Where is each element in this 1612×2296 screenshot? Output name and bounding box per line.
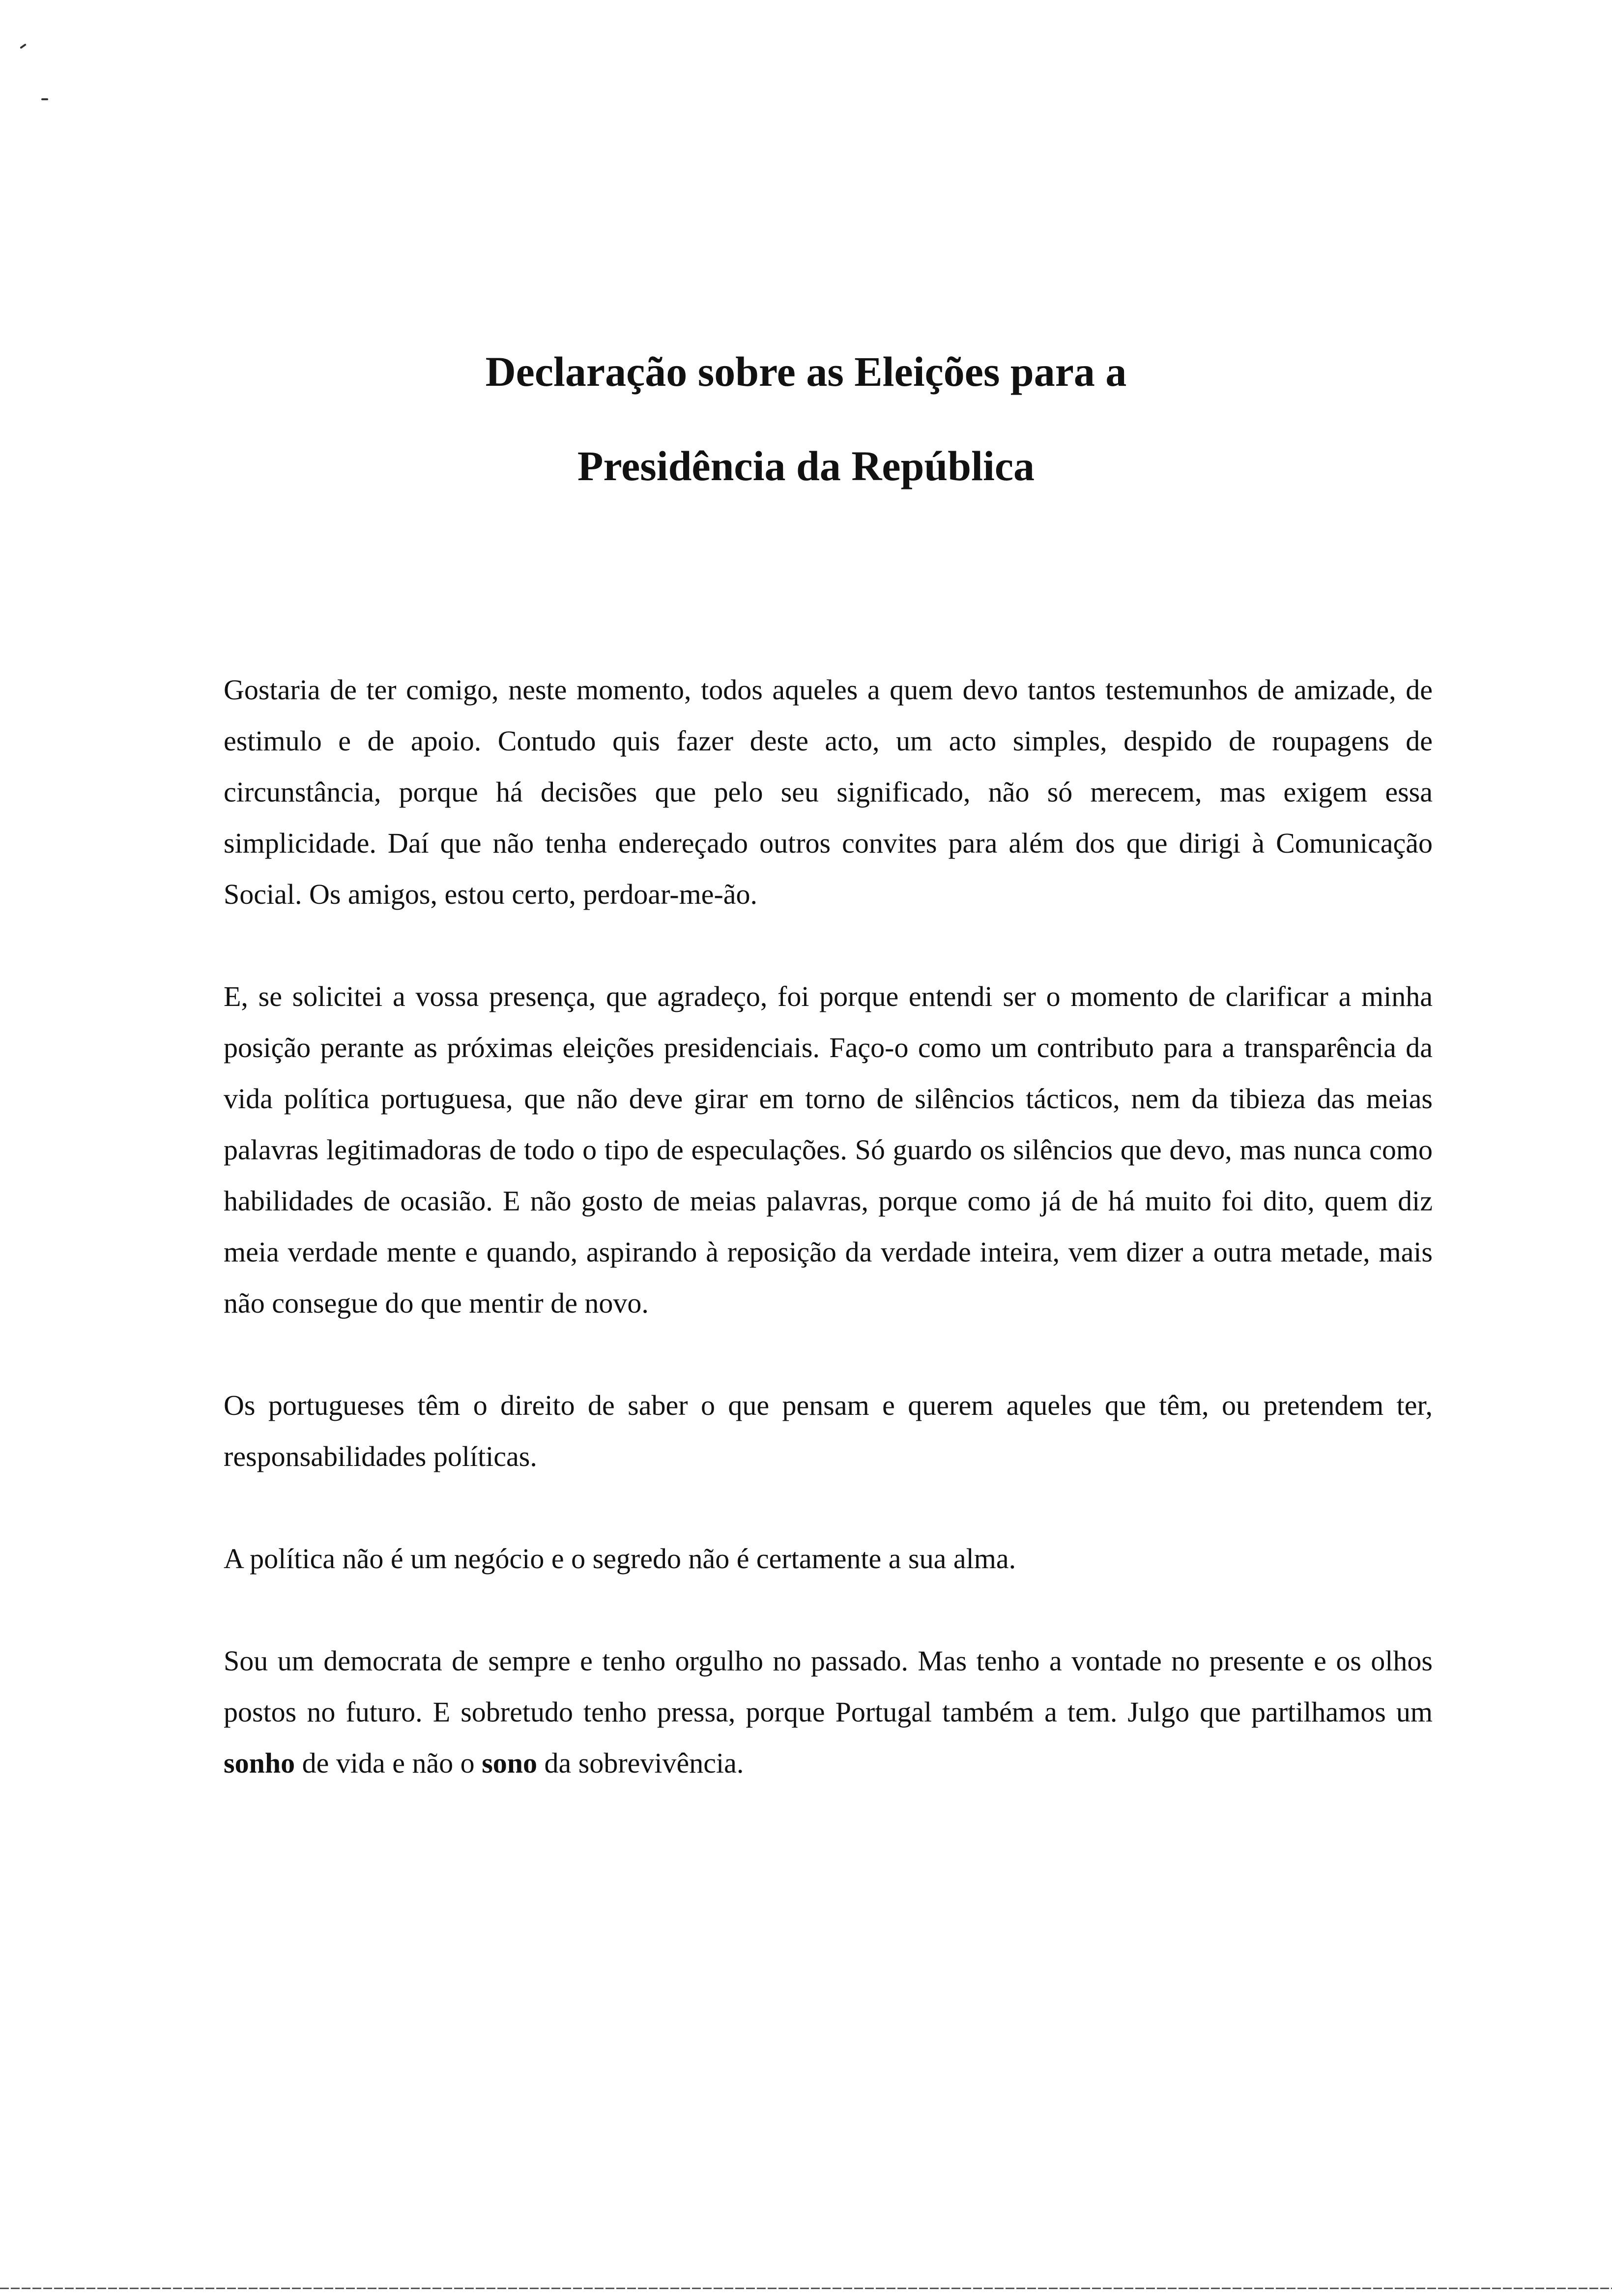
emphasis-sonho: sonho bbox=[224, 1747, 295, 1779]
scan-artifact-mark bbox=[41, 98, 48, 100]
paragraph-5-text-3: da sobrevivência. bbox=[537, 1747, 744, 1779]
paragraph-1: Gostaria de ter comigo, neste momento, todos aqueles a quem devo tantos testemunhos de amizade, de estimulo e de apoio. Contudo quis fazer deste acto, um acto simples, despido de roupagens de circunstância, porque há decisões que pelo seu significado, não só merecem, mas exigem essa simplicidade. Daí que não tenha endereçado outros convites para além dos que dirigi à Comunicação Social. Os amigos, estou certo, perdoar-me-ão. bbox=[224, 674, 1433, 910]
document-title bbox=[0, 324, 1612, 513]
paragraph-5-text-1: Sou um democrata de sempre e tenho orgulho no passado. Mas tenho a vontade no presente e os olhos postos no futuro. E sobretudo tenho pressa, porque Portugal também a tem. Julgo que partilhamos um bbox=[224, 1645, 1433, 1728]
paragraph-4: A política não é um negócio e o segredo não é certamente a sua alma. bbox=[224, 1543, 1016, 1575]
title-line-1: Declaração sobre as Eleições para a bbox=[485, 348, 1127, 395]
paragraph-5-text-2: de vida e não o bbox=[295, 1747, 482, 1779]
scan-artifact-mark bbox=[20, 43, 27, 49]
page-bottom-edge bbox=[0, 2288, 1612, 2289]
emphasis-sono: sono bbox=[482, 1747, 538, 1779]
paragraph-3: Os portugueses têm o direito de saber o que pensam e querem aqueles que têm, ou pretendem ter, responsabilidades políticas. bbox=[224, 1389, 1433, 1472]
title-line-2: Presidência da República bbox=[577, 442, 1035, 489]
paragraph-2: E, se solicitei a vossa presença, que agradeço, foi porque entendi ser o momento de clarificar a minha posição perante as próximas eleições presidenciais. Faço-o como um contributo para a transparência da vida política portuguesa, que não deve girar em torno de silêncios tácticos, nem da tibieza das meias palavras legitimadoras de todo o tipo de especulações. Só guardo os silêncios que devo, mas nunca como habilidades de ocasião. E não gosto de meias palavras, porque como já de há muito foi dito, quem diz meia verdade mente e quando, aspirando à reposição da verdade inteira, vem dizer a outra metade, mais não consegue do que mentir de novo. bbox=[224, 980, 1433, 1319]
document-body bbox=[224, 664, 1433, 1840]
paragraph-5 bbox=[224, 1636, 1433, 1789]
